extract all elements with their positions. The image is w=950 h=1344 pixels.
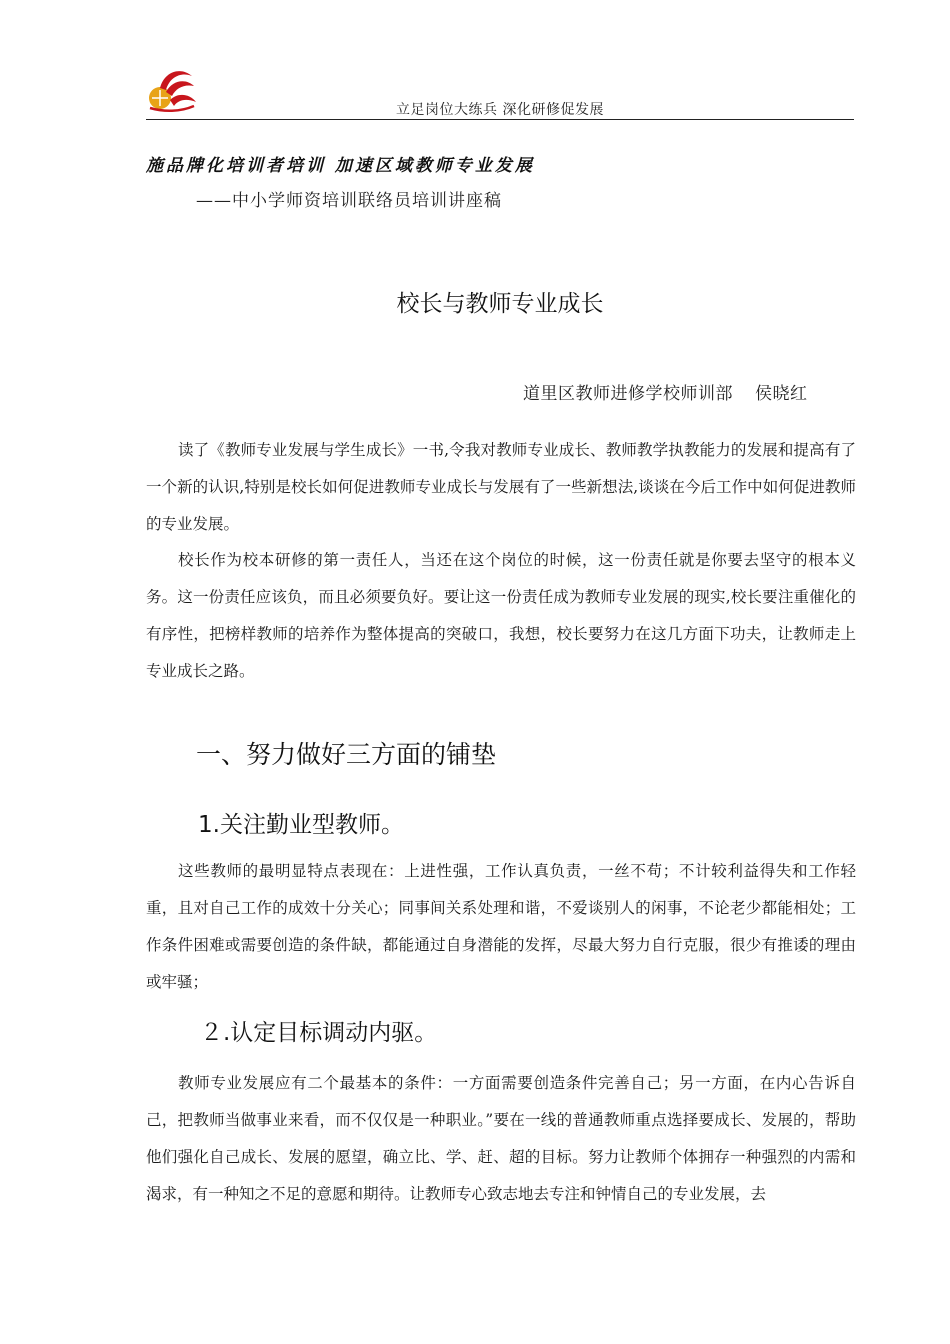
subsection-heading-1: 1.关注勤业型教师。 <box>198 812 404 838</box>
subsection-heading-2: ２.认定目标调动内驱。 <box>200 1020 438 1046</box>
author-organization: 道里区教师进修学校师训部 <box>523 384 733 404</box>
document-title: 校长与教师专业成长 <box>396 291 604 317</box>
author-line <box>523 379 808 404</box>
author-name: 侯晓红 <box>755 384 808 404</box>
paragraph-diligent-teachers: 这些教师的最明显特点表现在：上进性强，工作认真负责，一丝不苟；不计较利益得失和工作轻重，且对自己工作的成效十分关心；同事间关系处理和谐，不爱谈别人的闲事，不论老少都能相处；工作条件困难或需要创造的条件缺，都能通过自身潜能的发挥，尽最大努力自行克服，很少有推诿的理由或牢骚； <box>146 862 856 991</box>
series-subtitle: ——中小学师资培训联络员培训讲座稿 <box>196 191 502 211</box>
section-heading: 一、努力做好三方面的铺垫 <box>196 740 497 769</box>
paragraph-intro: 读了《教师专业发展与学生成长》一书,令我对教师专业成长、教师教学执教能力的发展和提高有了一个新的认识,特别是校长如何促进教师专业成长与发展有了一些新想法,谈谈在今后工作中如何促进教师的专业发展。 <box>146 441 856 533</box>
series-title: 施品牌化培训者培训 加速区域教师专业发展 <box>146 156 535 176</box>
paragraph-principal: 校长作为校本研修的第一责任人，当还在这个岗位的时候，这一份责任就是你要去坚守的根本义务。这一份责任应该负，而且必须要负好。要让这一份责任成为教师专业发展的现实,校长要注重催化的有序性，把榜样教师的培养作为整体提高的突破口，我想，校长要努力在这几方面下功夫，让教师走上专业成长之路。 <box>146 551 856 680</box>
running-header: 立足岗位大练兵 深化研修促发展 <box>396 102 604 118</box>
paragraph-goals: 教师专业发展应有二个最基本的条件：一方面需要创造条件完善自己；另一方面，在内心告诉自己，把教师当做事业来看，而不仅仅是一种职业。”要在一线的普通教师重点选择要成长、发展的，帮助他们强化自己成长、发展的愿望，确立比、学、赶、超的目标。努力让教师个体拥存一种强烈的内需和渴求，有一种知之不足的意愿和期待。让教师专心致志地去专注和钟情自己的专业发展，去 <box>146 1074 856 1203</box>
header-rule <box>146 119 854 120</box>
